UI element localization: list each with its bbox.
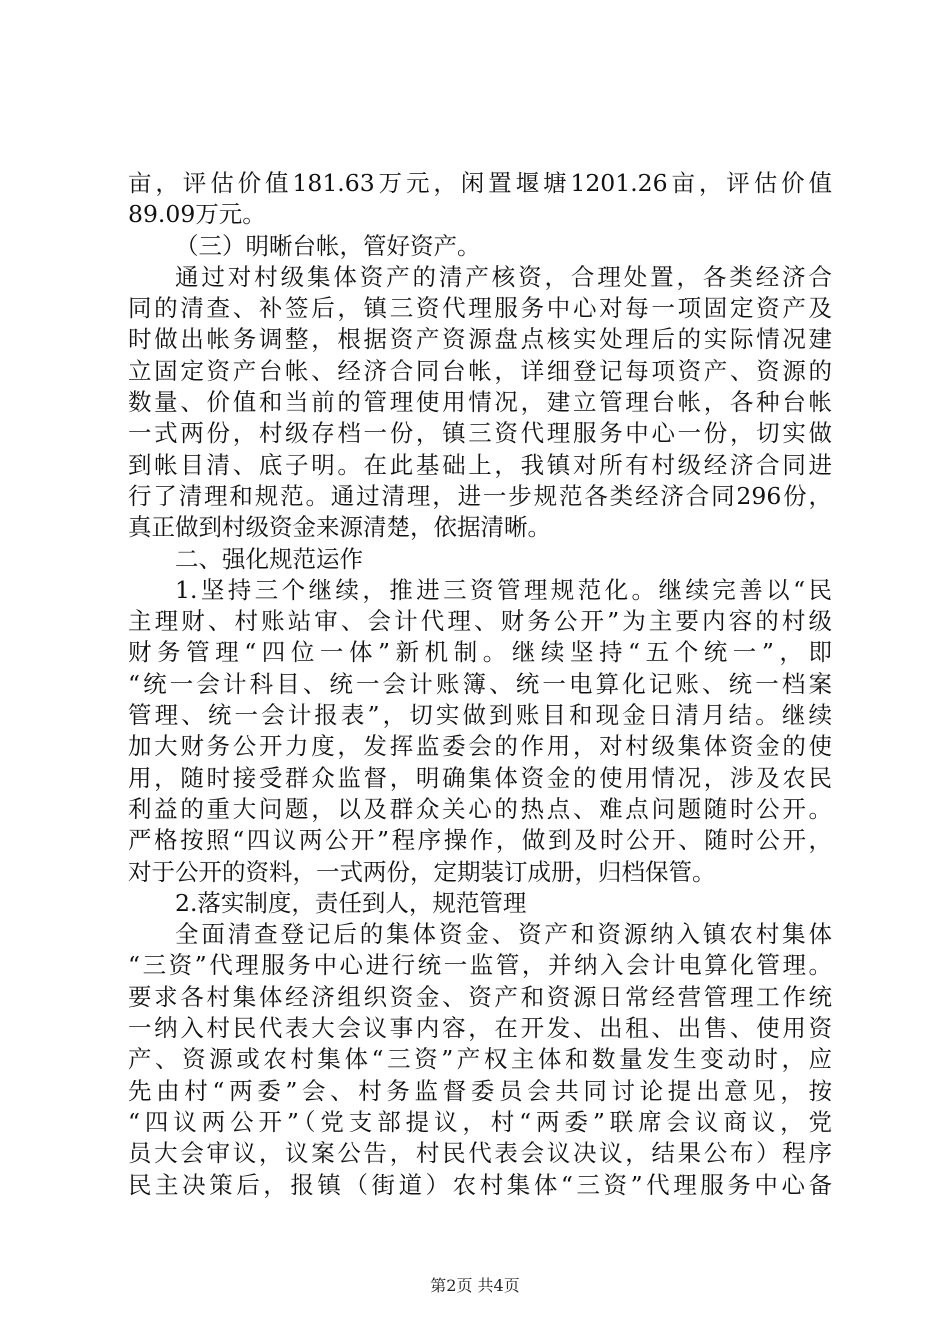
text-line: 通过对村级集体资产的清产核资，合理处置，各类经济合 (175, 262, 832, 291)
text-line: 全面清查登记后的集体资金、资产和资源纳入镇农村集体 (175, 920, 832, 949)
text-line: 立固定资产台帐、经济合同台帐，详细登记每项资产、资源的 (128, 356, 832, 385)
text-line: 加大财务公开力度，发挥监委会的作用，对村级集体资金的使 (128, 732, 832, 761)
text-line: 亩，评估价值181.63万元，闲置堰塘1201.26亩，评估价值 (128, 169, 832, 197)
text-line: 先由村“两委”会、村务监督委员会共同讨论提出意见，按 (128, 1076, 832, 1105)
text-line: 管理、统一会计报表”，切实做到账目和现金日清月结。继续 (128, 701, 832, 730)
text-line: 主理财、村账站审、会计代理、财务公开”为主要内容的村级 (128, 607, 832, 636)
text-line: 严格按照“四议两公开”程序操作，做到及时公开、随时公开， (128, 826, 832, 855)
text-line: 1.坚持三个继续，推进三资管理规范化。继续完善以“民 (175, 575, 832, 604)
text-line: 要求各村集体经济组织资金、资产和资源日常经营管理工作统 (128, 982, 832, 1011)
document-body (128, 168, 832, 1201)
text-line: 一式两份，村级存档一份，镇三资代理服务中心一份，切实做 (128, 419, 832, 448)
text-line: 民主决策后，报镇（街道）农村集体“三资”代理服务中心备 (128, 1170, 832, 1199)
paragraph (128, 575, 832, 888)
text-line: 行了清理和规范。通过清理，进一步规范各类经济合同296份， (128, 481, 832, 510)
section-heading (128, 544, 832, 575)
text-line: 员大会审议，议案公告，村民代表会议决议，结果公布）程序 (128, 1139, 832, 1168)
text-line: 真正做到村级资金来源清楚，依据清晰。 (128, 513, 551, 542)
text-line: “四议两公开”（党支部提议，村“两委”联席会议商议，党 (128, 1107, 832, 1136)
text-line: “三资”代理服务中心进行统一监管，并纳入会计电算化管理。 (128, 951, 832, 980)
text-line: 数量、价值和当前的管理使用情况，建立管理台帐，各种台帐 (128, 388, 832, 417)
text-line: 财务管理“四位一体”新机制。继续坚持“五个统一”，即 (128, 638, 832, 667)
paragraph (128, 919, 832, 1201)
text-line: 时做出帐务调整，根据资产资源盘点核实处理后的实际情况建 (128, 325, 832, 354)
text-line: 对于公开的资料，一式两份，定期装订成册，归档保管。 (128, 857, 716, 886)
text-line: 2.落实制度，责任到人，规范管理 (175, 888, 527, 917)
text-line: （三）明晰台帐，管好资产。 (175, 231, 481, 260)
text-line: “统一会计科目、统一会计账簿、统一电算化记账、统一档案 (128, 669, 832, 698)
text-line: 利益的重大问题，以及群众关心的热点、难点问题随时公开。 (128, 794, 832, 823)
text-line: 二、强化规范运作 (175, 544, 363, 573)
paragraph (128, 168, 832, 231)
text-line: 到帐目清、底子明。在此基础上，我镇对所有村级经济合同进 (128, 450, 832, 479)
text-line: 一纳入村民代表大会议事内容，在开发、出租、出售、使用资 (128, 1014, 832, 1043)
section-heading (128, 231, 832, 262)
page-footer: 第2页 共4页 (430, 1276, 520, 1295)
text-line: 89.09万元。 (128, 200, 266, 229)
text-line: 同的清查、补签后，镇三资代理服务中心对每一项固定资产及 (128, 294, 832, 323)
text-line: 产、资源或农村集体“三资”产权主体和数量发生变动时，应 (128, 1045, 832, 1074)
paragraph (128, 262, 832, 544)
section-heading (128, 888, 832, 919)
text-line: 用，随时接受群众监督，明确集体资金的使用情况，涉及农民 (128, 763, 832, 792)
